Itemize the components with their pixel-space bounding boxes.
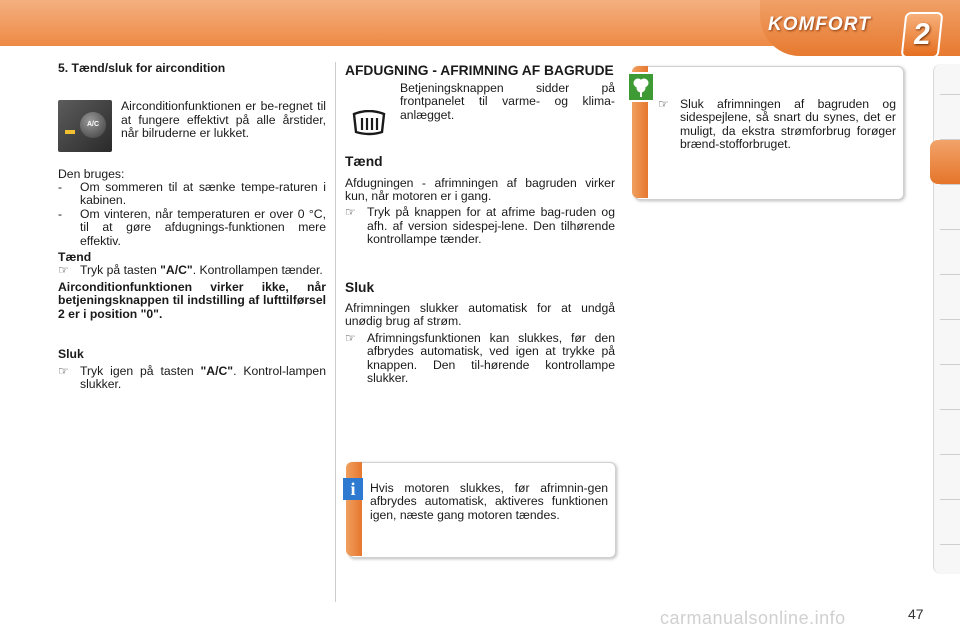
- column-defrost: [345, 62, 615, 386]
- list-item: - Om vinteren, når temperaturen er over 0 °C, til at gøre afdugnings-funktionen mere effektiv.: [58, 206, 326, 248]
- list-item: ☞ Tryk på tasten "A/C". Kontrollampen tænder.: [58, 263, 323, 278]
- page-number: 47: [908, 606, 924, 622]
- intro-text: Betjeningsknappen sidder på frontpanelet til varme- og klima-anlægget.: [400, 81, 615, 122]
- ac-button: A/C: [80, 112, 106, 138]
- watermark: carmanualsonline.info: [660, 608, 846, 628]
- pointing-finger-icon: ☞: [58, 263, 69, 278]
- column-aircondition: [58, 62, 326, 391]
- list-item: ☞ Tryk på knappen for at afrime bag-ruden og afh. af version sidespej-lene. Den tilhørende kontrollampe tænder.: [345, 205, 615, 247]
- list-item: - Om sommeren til at sænke tempe-raturen i kabinen.: [58, 180, 326, 208]
- chapter-index-active: [930, 140, 960, 184]
- pointing-finger-icon: ☞: [345, 330, 356, 345]
- clover-icon: [627, 72, 655, 102]
- on-heading: Tænd: [58, 250, 92, 265]
- ac-button-photo: [58, 100, 112, 152]
- pointing-finger-icon: ☞: [658, 97, 669, 111]
- section-heading: 5. Tænd/sluk for aircondition: [58, 61, 226, 75]
- off-text: Afrimningen slukker automatisk for at undgå unødig brug af strøm.: [345, 301, 615, 329]
- chapter-number: 2: [901, 12, 944, 58]
- column-divider: [335, 62, 336, 602]
- list-item: ☞ Tryk igen på tasten "A/C". Kontrol-lampen slukker.: [58, 363, 326, 391]
- pointing-finger-icon: ☞: [345, 205, 356, 220]
- section-title: AFDUGNING - AFRIMNING AF BAGRUDE: [345, 63, 614, 78]
- off-heading: Sluk: [345, 279, 375, 295]
- info-icon: i: [343, 478, 363, 500]
- pointing-finger-icon: ☞: [58, 363, 69, 378]
- off-heading: Sluk: [58, 347, 84, 362]
- indicator-lamp: [65, 130, 75, 134]
- list-item: ☞ Afrimningsfunktionen kan slukkes, før den afbrydes automatisk, ved igen at trykke på knappen. Den til-hørende kontrollampe slukker.: [345, 330, 615, 386]
- warning-text: Airconditionfunktionen virker ikke, når betjeningsknappen til indstilling af lufttilførsel 2 er i position "0".: [58, 279, 326, 321]
- rear-defrost-icon: [351, 110, 387, 138]
- info-text: Hvis motoren slukkes, før afrimnin-gen afbrydes automatisk, aktiveres funktionen igen, næste gang motoren tændes.: [370, 481, 608, 522]
- chapter-title: KOMFORT: [768, 14, 871, 35]
- info-box-accent: [346, 462, 362, 556]
- intro-text: Airconditionfunktionen er be-regnet til at fungere effektivt på alle årstider, når bilruderne er lukket.: [121, 99, 326, 141]
- on-heading: Tænd: [345, 154, 383, 170]
- eco-tip: ☞ Sluk afrimningen af bagruden og sidespejlene, så snart du synes, det er muligt, da ekstra strømforbrug forøger brænd-stofforbruget.: [658, 97, 896, 152]
- on-text: Afdugningen - afrimningen af bagruden virker kun, når motoren er i gang.: [345, 175, 615, 204]
- uses-label: Den bruges:: [58, 166, 125, 181]
